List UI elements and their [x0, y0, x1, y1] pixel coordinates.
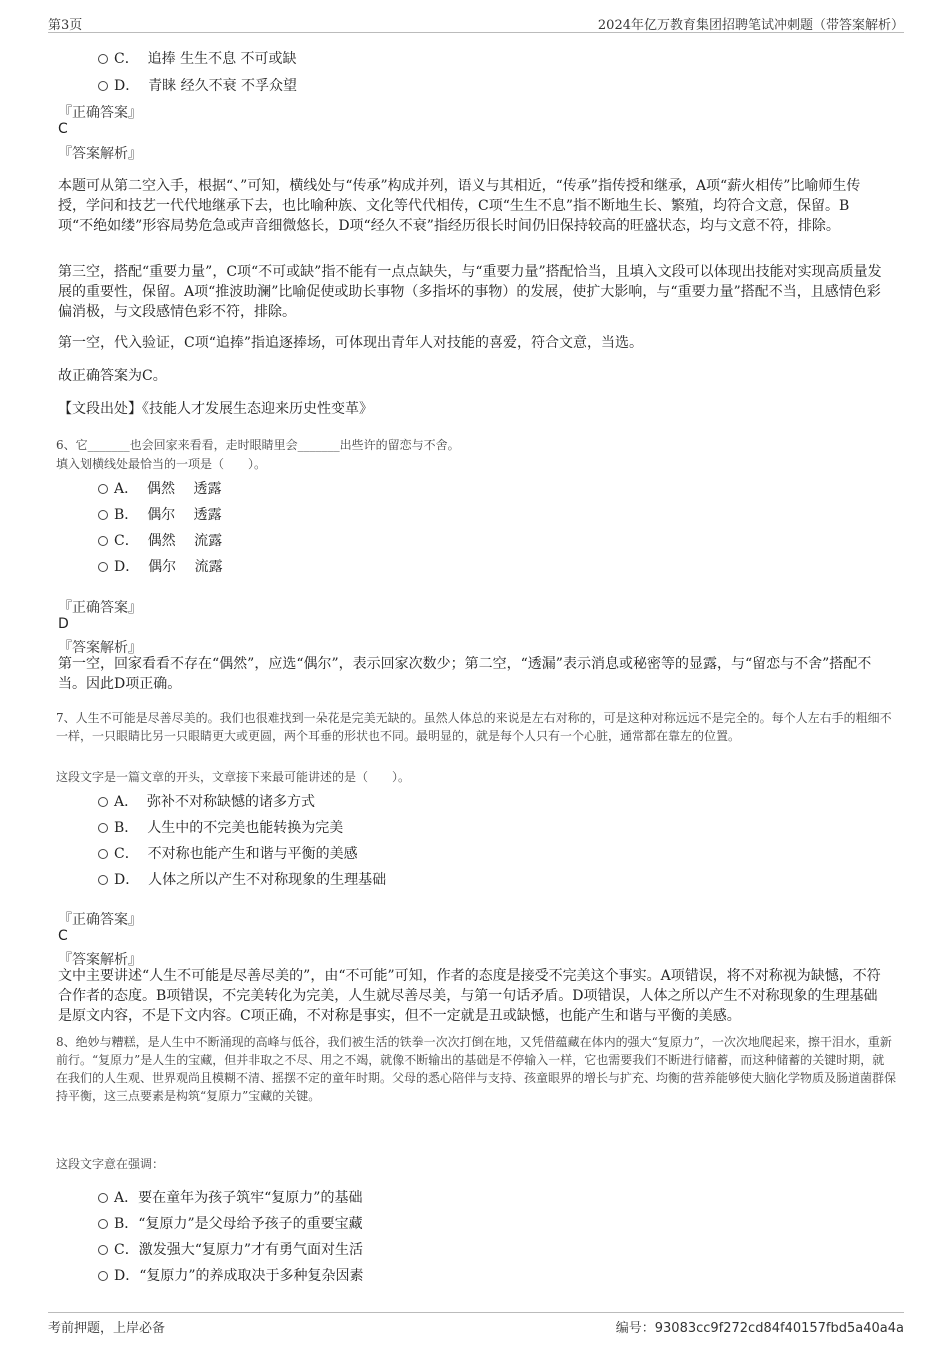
- radio-icon[interactable]: [98, 536, 108, 546]
- q8-prompt: 这段文字意在强调：: [56, 1157, 165, 1171]
- page-header: [48, 12, 904, 33]
- q7-prompt: 这段文字是一篇文章的开头，文章接下来最可能讲述的是（ ）。: [56, 770, 411, 784]
- q7-option-c[interactable]: C． 不对称也能产生和谐与平衡的美感: [98, 843, 358, 863]
- q7-option-a[interactable]: A． 弥补不对称缺憾的诸多方式: [98, 791, 315, 811]
- radio-icon[interactable]: [98, 849, 108, 859]
- document-id: 编号：93083cc9f272cd84f40157fbd5a40a4a: [615, 1321, 904, 1336]
- q8-stem: 8、绝妙与糟糕，是人生中不断涌现的高峰与低谷，我们被生活的铁拳一次次打倒在地，又凭借蕴藏在体内的强大“复原力”，一次次地爬起来，擦干泪水，重新前行。“复原力”是人生的宝藏，但并非取之不尽、用之不竭，就像不断输出的基础是不停输入一样，它也需要我们不断进行储蓄，而这种储蓄的关键时期，就在我们的人生观、世界观尚且模糊不清、摇摆不定的童年时期。父母的悉心陪伴与支持、孩童眼界的增长与扩充、均衡的营养能够使大脑化学物质及肠道菌群保持平衡，这三点要素是构筑“复原力”宝藏的关键。: [56, 1035, 897, 1103]
- q5-analysis-p3: 第一空，代入验证，C项“追捧”指追逐捧场，可体现出青年人对技能的喜爱，符合文意，当选。: [58, 335, 644, 351]
- q7-answer-label: 『正确答案』: [58, 912, 142, 928]
- q6-option-d[interactable]: D． 偶尔 流露: [98, 556, 223, 576]
- q6-option-b[interactable]: B． 偶尔 透露: [98, 504, 222, 524]
- q5-analysis-label: 『答案解析』: [58, 146, 142, 162]
- radio-icon[interactable]: [98, 81, 108, 91]
- q7-stem: 7、人生不可能是尽善尽美的。我们也很难找到一朵花是完美无缺的。虽然人体总的来说是左右对称的，可是这种对称远远不是完全的。每个人左右手的粗细不一样，一只眼睛比另一只眼睛更大或更圆，两个耳垂的形状也不同。最明显的，就是每个人只有一个心脏，通常都在靠左的位置。: [56, 711, 892, 743]
- document-title: 2024年亿万教育集团招聘笔试冲刺题（带答案解析）: [597, 18, 904, 33]
- q6-analysis: 第一空，回家看看不存在“偶然”，应选“偶尔”，表示回家次数少；第二空，“透漏”表示消息或秘密等的显露，与“留恋与不舍”搭配不当。因此D项正确。: [58, 656, 872, 692]
- q5-analysis-p2: 第三空，搭配“重要力量”，C项“不可或缺”指不能有一点点缺失，与“重要力量”搭配恰当，且填入文段可以体现出技能对实现高质量发展的重要性，保留。A项“推波助澜”比喻促使或助长事物（多指坏的事物）的发展，使扩大影响，与“重要力量”搭配不当，且感情色彩偏消极，与文段感情色彩不符，排除。: [58, 264, 882, 320]
- q5-option-d[interactable]: D． 青睐 经久不衰 不孚众望: [98, 75, 297, 95]
- radio-icon[interactable]: [98, 1219, 108, 1229]
- q5-source: 【文段出处】《技能人才发展生态迎来历史性变革》: [58, 401, 373, 417]
- q8-option-d[interactable]: D．“复原力”的养成取决于多种复杂因素: [98, 1265, 364, 1285]
- q5-answer: C: [58, 121, 68, 137]
- q5-analysis-p1: 本题可从第二空入手，根据“、”可知，横线处与“传承”构成并列，语义与其相近，“传承”指传授和继承，A项“薪火相传”比喻师生传授，学问和技艺一代代地继承下去，也比喻种族、文化等代代相传，C项“生生不息”指不断地生长、繁殖，均符合文意，保留。B项“不绝如缕”形容局势危急或声音细微悠长，D项“经久不衰”指经历很长时间仍旧保持较高的旺盛状态，均与文意不符，排除。: [58, 178, 861, 234]
- q6-answer: D: [58, 616, 69, 632]
- radio-icon[interactable]: [98, 484, 108, 494]
- radio-icon[interactable]: [98, 797, 108, 807]
- q8-option-c[interactable]: C．激发强大“复原力”才有勇气面对生活: [98, 1239, 363, 1259]
- radio-icon[interactable]: [98, 54, 108, 64]
- q6-option-a[interactable]: A． 偶然 透露: [98, 478, 221, 498]
- q6-prompt: 填入划横线处最恰当的一项是（ ）。: [56, 457, 267, 471]
- q6-answer-label: 『正确答案』: [58, 600, 142, 616]
- q5-answer-label: 『正确答案』: [58, 105, 142, 121]
- q8-option-a[interactable]: A．要在童年为孩子筑牢“复原力”的基础: [98, 1187, 362, 1207]
- radio-icon[interactable]: [98, 1193, 108, 1203]
- q7-analysis: 文中主要讲述“人生不可能是尽善尽美的”，由“不可能”可知，作者的态度是接受不完美这个事实。A项错误，将不对称视为缺憾，不符合作者的态度。B项错误，不完美转化为完美，人生就尽善尽美，与第一句话矛盾。D项错误，人体之所以产生不对称现象的生理基础是原文内容，不是下文内容。C项正确，不对称是事实，但不一定就是丑或缺憾，也能产生和谐与平衡的美感。: [58, 968, 881, 1024]
- radio-icon[interactable]: [98, 510, 108, 520]
- radio-icon[interactable]: [98, 1245, 108, 1255]
- q7-answer: C: [58, 928, 68, 944]
- q6-analysis-label: 『答案解析』: [58, 640, 142, 656]
- q7-option-b[interactable]: B． 人生中的不完美也能转换为完美: [98, 817, 343, 837]
- page-number: 第3页: [48, 18, 83, 33]
- radio-icon[interactable]: [98, 562, 108, 572]
- q5-option-c[interactable]: C． 追捧 生生不息 不可或缺: [98, 48, 297, 68]
- q7-analysis-label: 『答案解析』: [58, 952, 142, 968]
- radio-icon[interactable]: [98, 875, 108, 885]
- q5-analysis-p4: 故正确答案为C。: [58, 368, 167, 384]
- q6-option-c[interactable]: C． 偶然 流露: [98, 530, 222, 550]
- radio-icon[interactable]: [98, 823, 108, 833]
- q8-option-b[interactable]: B．“复原力”是父母给予孩子的重要宝藏: [98, 1213, 363, 1233]
- page-footer: [48, 1312, 904, 1337]
- q7-option-d[interactable]: D． 人体之所以产生不对称现象的生理基础: [98, 869, 386, 889]
- radio-icon[interactable]: [98, 1271, 108, 1281]
- q6-stem: 6、它_______也会回家来看看，走时眼睛里会_______出些许的留恋与不舍。: [56, 438, 460, 452]
- footer-slogan: 考前押题，上岸必备: [48, 1321, 166, 1336]
